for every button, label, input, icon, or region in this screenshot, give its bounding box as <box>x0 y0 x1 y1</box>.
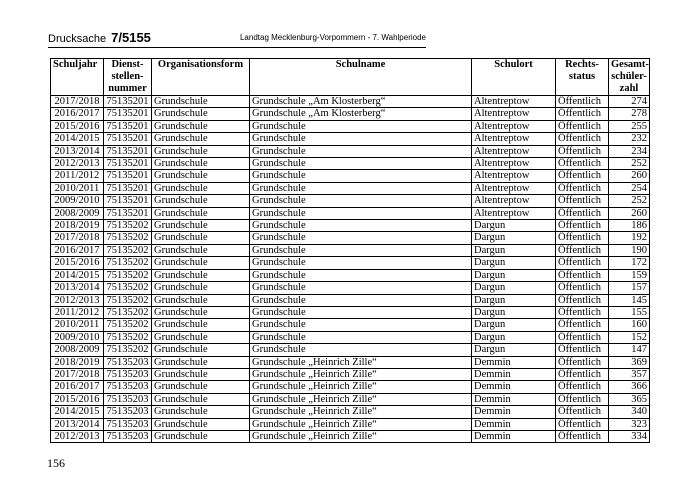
schulort-cell: Demmin <box>472 393 556 405</box>
rechtsstatus-cell: Öffentlich <box>556 319 609 331</box>
schulort-cell: Altentreptow <box>472 170 556 182</box>
table-row <box>51 170 650 182</box>
table-row <box>51 430 650 442</box>
table-row <box>51 244 650 256</box>
schulname-cell: Grundschule „Heinrich Zille“ <box>250 356 472 368</box>
schuelerzahl-cell: 172 <box>609 257 650 269</box>
schuljahr-cell: 2016/2017 <box>51 381 104 393</box>
schulname-cell: Grundschule „Heinrich Zille“ <box>250 406 472 418</box>
col-schulname-header: Schulname <box>250 59 472 96</box>
school-table <box>50 58 650 443</box>
schuljahr-cell: 2009/2010 <box>51 331 104 343</box>
dienststellennummer-cell: 75135201 <box>104 158 152 170</box>
rechtsstatus-cell: Öffentlich <box>556 158 609 170</box>
rechtsstatus-cell: Öffentlich <box>556 232 609 244</box>
schuelerzahl-cell: 260 <box>609 207 650 219</box>
schuljahr-cell: 2010/2011 <box>51 319 104 331</box>
table-row <box>51 368 650 380</box>
organisationsform-cell: Grundschule <box>152 306 250 318</box>
schuljahr-cell: 2013/2014 <box>51 282 104 294</box>
schuljahr-cell: 2011/2012 <box>51 306 104 318</box>
dienststellennummer-cell: 75135202 <box>104 294 152 306</box>
schulname-cell: Grundschule <box>250 133 472 145</box>
table-row <box>51 331 650 343</box>
schulname-cell: Grundschule <box>250 145 472 157</box>
table-row <box>51 120 650 132</box>
schuelerzahl-cell: 274 <box>609 96 650 108</box>
table-row <box>51 393 650 405</box>
schulort-cell: Dargun <box>472 306 556 318</box>
schulort-cell: Demmin <box>472 381 556 393</box>
table-row <box>51 282 650 294</box>
col-rechtsstatus-header: Rechts- status <box>556 59 609 96</box>
table-row <box>51 182 650 194</box>
schulname-cell: Grundschule <box>250 257 472 269</box>
page-number: 156 <box>47 456 65 470</box>
schulname-cell: Grundschule <box>250 182 472 194</box>
schulname-cell: Grundschule „Am Klosterberg“ <box>250 96 472 108</box>
organisationsform-cell: Grundschule <box>152 269 250 281</box>
organisationsform-cell: Grundschule <box>152 381 250 393</box>
schulort-cell: Dargun <box>472 319 556 331</box>
table-row <box>51 145 650 157</box>
schuljahr-cell: 2012/2013 <box>51 294 104 306</box>
organisationsform-cell: Grundschule <box>152 220 250 232</box>
schuelerzahl-cell: 152 <box>609 331 650 343</box>
dienststellennummer-cell: 75135202 <box>104 257 152 269</box>
schuljahr-cell: 2018/2019 <box>51 356 104 368</box>
rechtsstatus-cell: Öffentlich <box>556 393 609 405</box>
rechtsstatus-cell: Öffentlich <box>556 207 609 219</box>
col-organisationsform-header: Organisationsform <box>152 59 250 96</box>
schuelerzahl-cell: 159 <box>609 269 650 281</box>
rechtsstatus-cell: Öffentlich <box>556 418 609 430</box>
schuljahr-cell: 2015/2016 <box>51 257 104 269</box>
table-row <box>51 158 650 170</box>
schuljahr-cell: 2017/2018 <box>51 368 104 380</box>
schulort-cell: Dargun <box>472 257 556 269</box>
doc-number: 7/5155 <box>111 30 151 45</box>
schuljahr-cell: 2015/2016 <box>51 393 104 405</box>
dienststellennummer-cell: 75135203 <box>104 368 152 380</box>
organisationsform-cell: Grundschule <box>152 319 250 331</box>
schuljahr-cell: 2017/2018 <box>51 96 104 108</box>
organisationsform-cell: Grundschule <box>152 120 250 132</box>
dienststellennummer-cell: 75135202 <box>104 282 152 294</box>
schuljahr-cell: 2012/2013 <box>51 158 104 170</box>
schulname-cell: Grundschule <box>250 220 472 232</box>
dienststellennummer-cell: 75135203 <box>104 393 152 405</box>
schulort-cell: Altentreptow <box>472 120 556 132</box>
schulort-cell: Altentreptow <box>472 182 556 194</box>
schulort-cell: Dargun <box>472 220 556 232</box>
dienststellennummer-cell: 75135201 <box>104 207 152 219</box>
dienststellennummer-cell: 75135202 <box>104 331 152 343</box>
dienststellennummer-cell: 75135201 <box>104 96 152 108</box>
table-row <box>51 232 650 244</box>
organisationsform-cell: Grundschule <box>152 108 250 120</box>
schulname-cell: Grundschule „Am Klosterberg“ <box>250 108 472 120</box>
schulname-cell: Grundschule „Heinrich Zille“ <box>250 418 472 430</box>
table-row <box>51 294 650 306</box>
rechtsstatus-cell: Öffentlich <box>556 368 609 380</box>
schuljahr-cell: 2008/2009 <box>51 344 104 356</box>
schuelerzahl-cell: 155 <box>609 306 650 318</box>
rechtsstatus-cell: Öffentlich <box>556 120 609 132</box>
table-row <box>51 356 650 368</box>
schuljahr-cell: 2012/2013 <box>51 430 104 442</box>
table-row <box>51 381 650 393</box>
schulname-cell: Grundschule <box>250 195 472 207</box>
schulname-cell: Grundschule <box>250 344 472 356</box>
rechtsstatus-cell: Öffentlich <box>556 220 609 232</box>
dienststellennummer-cell: 75135201 <box>104 108 152 120</box>
organisationsform-cell: Grundschule <box>152 356 250 368</box>
dienststellennummer-cell: 75135201 <box>104 145 152 157</box>
schuelerzahl-cell: 366 <box>609 381 650 393</box>
schuelerzahl-cell: 252 <box>609 158 650 170</box>
schulort-cell: Demmin <box>472 368 556 380</box>
schulname-cell: Grundschule „Heinrich Zille“ <box>250 393 472 405</box>
dienststellennummer-cell: 75135202 <box>104 220 152 232</box>
schuelerzahl-cell: 278 <box>609 108 650 120</box>
schuelerzahl-cell: 369 <box>609 356 650 368</box>
rechtsstatus-cell: Öffentlich <box>556 170 609 182</box>
schulort-cell: Dargun <box>472 331 556 343</box>
organisationsform-cell: Grundschule <box>152 368 250 380</box>
dienststellennummer-cell: 75135203 <box>104 430 152 442</box>
schulname-cell: Grundschule „Heinrich Zille“ <box>250 430 472 442</box>
table-row <box>51 133 650 145</box>
schulort-cell: Altentreptow <box>472 195 556 207</box>
parliament-label: Landtag Mecklenburg-Vorpommern - 7. Wahlperiode <box>239 33 426 42</box>
schuelerzahl-cell: 252 <box>609 195 650 207</box>
schulname-cell: Grundschule <box>250 294 472 306</box>
page-header <box>48 27 426 48</box>
schuljahr-cell: 2008/2009 <box>51 207 104 219</box>
rechtsstatus-cell: Öffentlich <box>556 133 609 145</box>
schuelerzahl-cell: 160 <box>609 319 650 331</box>
rechtsstatus-cell: Öffentlich <box>556 306 609 318</box>
schuelerzahl-cell: 147 <box>609 344 650 356</box>
schulname-cell: Grundschule <box>250 269 472 281</box>
dienststellennummer-cell: 75135202 <box>104 319 152 331</box>
dienststellennummer-cell: 75135203 <box>104 406 152 418</box>
organisationsform-cell: Grundschule <box>152 232 250 244</box>
dienststellennummer-cell: 75135202 <box>104 269 152 281</box>
table-row <box>51 96 650 108</box>
schuljahr-cell: 2014/2015 <box>51 406 104 418</box>
organisationsform-cell: Grundschule <box>152 257 250 269</box>
organisationsform-cell: Grundschule <box>152 430 250 442</box>
schulname-cell: Grundschule <box>250 331 472 343</box>
rechtsstatus-cell: Öffentlich <box>556 195 609 207</box>
document-reference <box>48 30 151 45</box>
organisationsform-cell: Grundschule <box>152 182 250 194</box>
rechtsstatus-cell: Öffentlich <box>556 145 609 157</box>
schulort-cell: Altentreptow <box>472 96 556 108</box>
schuelerzahl-cell: 254 <box>609 182 650 194</box>
schuelerzahl-cell: 260 <box>609 170 650 182</box>
rechtsstatus-cell: Öffentlich <box>556 182 609 194</box>
schulort-cell: Demmin <box>472 356 556 368</box>
table-row <box>51 207 650 219</box>
schulname-cell: Grundschule <box>250 158 472 170</box>
schuelerzahl-cell: 190 <box>609 244 650 256</box>
organisationsform-cell: Grundschule <box>152 331 250 343</box>
rechtsstatus-cell: Öffentlich <box>556 344 609 356</box>
schuljahr-cell: 2011/2012 <box>51 170 104 182</box>
rechtsstatus-cell: Öffentlich <box>556 282 609 294</box>
schulname-cell: Grundschule <box>250 306 472 318</box>
schuljahr-cell: 2010/2011 <box>51 182 104 194</box>
schulort-cell: Demmin <box>472 418 556 430</box>
schulname-cell: Grundschule <box>250 244 472 256</box>
schulort-cell: Demmin <box>472 430 556 442</box>
schuljahr-cell: 2016/2017 <box>51 108 104 120</box>
table-row <box>51 319 650 331</box>
organisationsform-cell: Grundschule <box>152 282 250 294</box>
schuelerzahl-cell: 145 <box>609 294 650 306</box>
organisationsform-cell: Grundschule <box>152 195 250 207</box>
dienststellennummer-cell: 75135203 <box>104 418 152 430</box>
dienststellennummer-cell: 75135201 <box>104 120 152 132</box>
schuljahr-cell: 2013/2014 <box>51 145 104 157</box>
dienststellennummer-cell: 75135202 <box>104 306 152 318</box>
schuelerzahl-cell: 334 <box>609 430 650 442</box>
col-dienststellennummer-header: Dienst- stellen- nummer <box>104 59 152 96</box>
col-gesamtschuelerzahl-header: Gesamt- schüler- zahl <box>609 59 650 96</box>
table-row <box>51 220 650 232</box>
table-row <box>51 418 650 430</box>
schuelerzahl-cell: 365 <box>609 393 650 405</box>
organisationsform-cell: Grundschule <box>152 96 250 108</box>
schuljahr-cell: 2014/2015 <box>51 133 104 145</box>
organisationsform-cell: Grundschule <box>152 294 250 306</box>
schuelerzahl-cell: 234 <box>609 145 650 157</box>
rechtsstatus-cell: Öffentlich <box>556 257 609 269</box>
schulname-cell: Grundschule <box>250 170 472 182</box>
organisationsform-cell: Grundschule <box>152 418 250 430</box>
schuelerzahl-cell: 186 <box>609 220 650 232</box>
dienststellennummer-cell: 75135201 <box>104 195 152 207</box>
schulname-cell: Grundschule <box>250 232 472 244</box>
dienststellennummer-cell: 75135202 <box>104 244 152 256</box>
schulort-cell: Dargun <box>472 244 556 256</box>
schuljahr-cell: 2009/2010 <box>51 195 104 207</box>
schulname-cell: Grundschule <box>250 120 472 132</box>
schulort-cell: Demmin <box>472 406 556 418</box>
header-row <box>51 59 650 96</box>
rechtsstatus-cell: Öffentlich <box>556 406 609 418</box>
rechtsstatus-cell: Öffentlich <box>556 430 609 442</box>
rechtsstatus-cell: Öffentlich <box>556 108 609 120</box>
table-body <box>51 96 650 443</box>
organisationsform-cell: Grundschule <box>152 133 250 145</box>
schuljahr-cell: 2013/2014 <box>51 418 104 430</box>
schulname-cell: Grundschule „Heinrich Zille“ <box>250 381 472 393</box>
schulort-cell: Altentreptow <box>472 108 556 120</box>
rechtsstatus-cell: Öffentlich <box>556 96 609 108</box>
rechtsstatus-cell: Öffentlich <box>556 269 609 281</box>
schuljahr-cell: 2016/2017 <box>51 244 104 256</box>
schulort-cell: Altentreptow <box>472 133 556 145</box>
table-row <box>51 406 650 418</box>
table-row <box>51 257 650 269</box>
table-row <box>51 306 650 318</box>
organisationsform-cell: Grundschule <box>152 145 250 157</box>
dienststellennummer-cell: 75135201 <box>104 133 152 145</box>
schulort-cell: Dargun <box>472 344 556 356</box>
schulname-cell: Grundschule <box>250 207 472 219</box>
schulname-cell: Grundschule <box>250 319 472 331</box>
schulort-cell: Altentreptow <box>472 158 556 170</box>
schuljahr-cell: 2018/2019 <box>51 220 104 232</box>
organisationsform-cell: Grundschule <box>152 207 250 219</box>
organisationsform-cell: Grundschule <box>152 344 250 356</box>
table-row <box>51 269 650 281</box>
schulname-cell: Grundschule <box>250 282 472 294</box>
schuelerzahl-cell: 323 <box>609 418 650 430</box>
rechtsstatus-cell: Öffentlich <box>556 331 609 343</box>
dienststellennummer-cell: 75135201 <box>104 182 152 194</box>
schulort-cell: Altentreptow <box>472 207 556 219</box>
rechtsstatus-cell: Öffentlich <box>556 244 609 256</box>
dienststellennummer-cell: 75135203 <box>104 356 152 368</box>
dienststellennummer-cell: 75135202 <box>104 344 152 356</box>
schulort-cell: Dargun <box>472 282 556 294</box>
schulort-cell: Dargun <box>472 232 556 244</box>
organisationsform-cell: Grundschule <box>152 244 250 256</box>
rechtsstatus-cell: Öffentlich <box>556 294 609 306</box>
schulort-cell: Dargun <box>472 269 556 281</box>
schuljahr-cell: 2014/2015 <box>51 269 104 281</box>
dienststellennummer-cell: 75135201 <box>104 170 152 182</box>
doc-label: Drucksache <box>48 33 107 45</box>
col-schulort-header: Schulort <box>472 59 556 96</box>
schuelerzahl-cell: 232 <box>609 133 650 145</box>
table-row <box>51 344 650 356</box>
dienststellennummer-cell: 75135203 <box>104 381 152 393</box>
schuelerzahl-cell: 357 <box>609 368 650 380</box>
rechtsstatus-cell: Öffentlich <box>556 356 609 368</box>
organisationsform-cell: Grundschule <box>152 406 250 418</box>
schuelerzahl-cell: 340 <box>609 406 650 418</box>
schulort-cell: Dargun <box>472 294 556 306</box>
dienststellennummer-cell: 75135202 <box>104 232 152 244</box>
rechtsstatus-cell: Öffentlich <box>556 381 609 393</box>
schulname-cell: Grundschule „Heinrich Zille“ <box>250 368 472 380</box>
schuelerzahl-cell: 192 <box>609 232 650 244</box>
schulort-cell: Altentreptow <box>472 145 556 157</box>
table-row <box>51 195 650 207</box>
table-row <box>51 108 650 120</box>
schuljahr-cell: 2017/2018 <box>51 232 104 244</box>
organisationsform-cell: Grundschule <box>152 158 250 170</box>
schuelerzahl-cell: 157 <box>609 282 650 294</box>
organisationsform-cell: Grundschule <box>152 393 250 405</box>
schuelerzahl-cell: 255 <box>609 120 650 132</box>
schuljahr-cell: 2015/2016 <box>51 120 104 132</box>
col-schuljahr-header: Schuljahr <box>51 59 104 96</box>
organisationsform-cell: Grundschule <box>152 170 250 182</box>
